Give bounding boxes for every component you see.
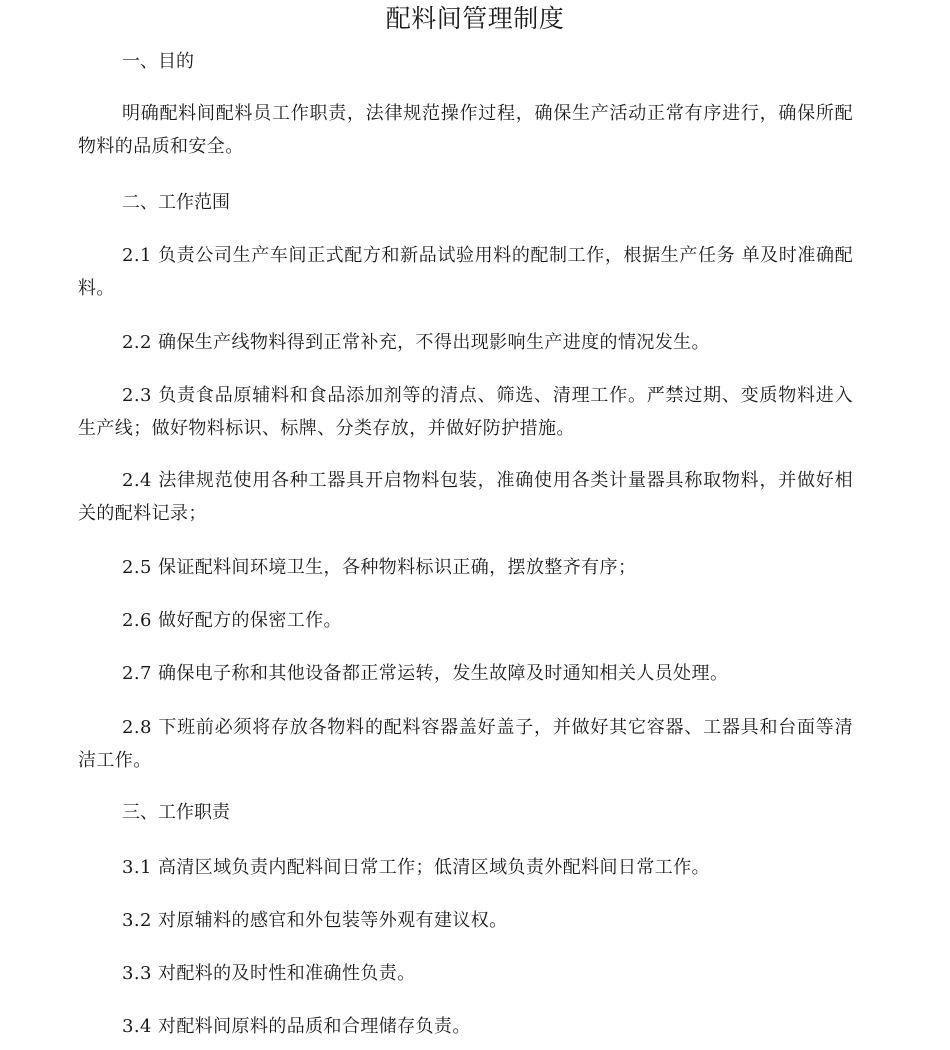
paragraph-2-8: 2.8 下班前必须将存放各物料的配料容器盖好盖子，并做好其它容器、工器具和台面等清洁工作。	[78, 717, 853, 771]
section-heading-scope: 二、工作范围	[122, 192, 230, 213]
paragraph-purpose: 明确配料间配料员工作职责，法律规范操作过程，确保生产活动正常有序进行，确保所配物料的品质和安全。	[78, 103, 853, 157]
paragraph-2-7: 2.7 确保电子称和其他设备都正常运转，发生故障及时通知相关人员处理。	[122, 663, 729, 684]
paragraph-2-1: 2.1 负责公司生产车间正式配方和新品试验用料的配制工作，根据生产任务 单及时准确配料。	[78, 245, 853, 299]
paragraph-3-4: 3.4 对配料间原料的品质和合理储存负责。	[122, 1016, 471, 1037]
section-heading-purpose: 一、目的	[122, 51, 194, 72]
paragraph-3-1: 3.1 高清区域负责内配料间日常工作；低清区域负责外配料间日常工作。	[122, 857, 710, 878]
paragraph-2-6: 2.6 做好配方的保密工作。	[122, 610, 342, 631]
paragraph-3-3: 3.3 对配料的及时性和准确性负责。	[122, 963, 416, 984]
paragraph-2-2: 2.2 确保生产线物料得到正常补充，不得出现影响生产进度的情况发生。	[122, 332, 710, 353]
document-title: 配料间管理制度	[385, 4, 565, 33]
paragraph-2-4: 2.4 法律规范使用各种工器具开启物料包装，准确使用各类计量器具称取物料，并做好相关的配料记录；	[78, 470, 853, 524]
paragraph-2-5: 2.5 保证配料间环境卫生，各种物料标识正确，摆放整齐有序；	[122, 557, 637, 578]
section-heading-duties: 三、工作职责	[122, 802, 230, 823]
paragraph-3-2: 3.2 对原辅料的感官和外包装等外观有建议权。	[122, 910, 508, 931]
paragraph-2-3: 2.3 负责食品原辅料和食品添加剂等的清点、筛选、清理工作。严禁过期、变质物料进入生产线；做好物料标识、标牌、分类存放，并做好防护措施。	[78, 385, 853, 439]
